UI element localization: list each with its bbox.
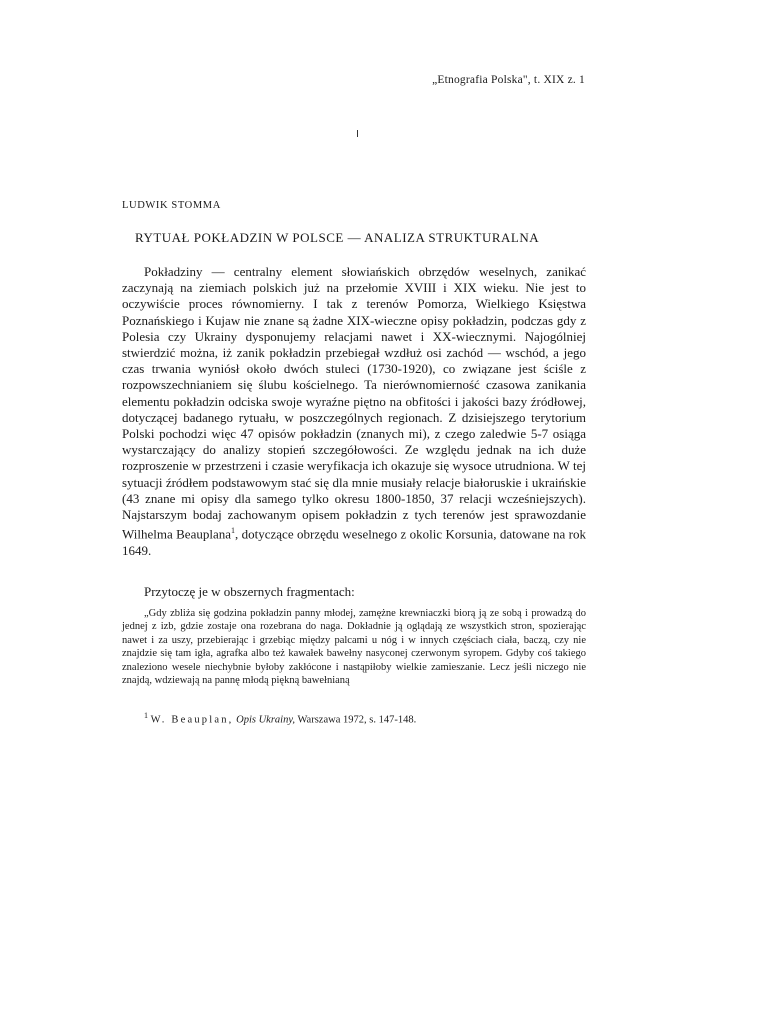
footnote-details: Warszawa 1972, s. 147-148.: [297, 714, 417, 726]
block-quote: [122, 607, 586, 687]
footnote-reference: 1: [231, 526, 235, 536]
paragraph-1: [122, 264, 586, 559]
article-author: LUDWIK STOMMA: [122, 200, 221, 211]
quote-lead-in: Przytoczę je w obszernych fragmentach:: [144, 584, 355, 599]
footnote: [144, 711, 416, 726]
scan-speck: [357, 130, 358, 137]
running-header: „Etnografia Polska", t. XIX z. 1: [432, 74, 585, 86]
paragraph-1-text-continued: , dotyczące obrzędu weselnego z okolic Korsunia, datowane na rok 1649.: [122, 526, 587, 558]
article-body: [122, 264, 586, 559]
paragraph-1-text: Pokładziny — centralny element słowiańskich obrzędów weselnych, zanikać zaczynają na ziemiach polskich już na przełomie XVIII i XIX wieku. Nie jest to oczywiście proces równomierny. I tak z terenów Pomorza, Wielkiego Księstwa Poznańskiego i Kujaw nie znane są żadne XIX-wieczne opisy pokładzin, podczas gdy z Polesia czy Ukrainy dysponujemy relacjami nawet i XX-wiecznymi. Najogólniej stwierdzić można, iż zanik pokładzin przebiegał wzdłuż osi zachód — wschód, a jego czas trwania wyniósł około dwóch stuleci (1730-1920), co związane jest ściśle z rozpowszechnianiem się ślubu kościelnego. Ta nierównomierność czasowa zanikania elementu pokładzin odciska swoje wyraźne piętno na obfitości i jakości bazy źródłowej, dotyczącej badanego rytuału, w poszczególnych regionach. Z dzisiejszego terytorium Polski pochodzi więc 47 opisów pokładzin (znanych mi), z czego zaledwie 5-7 osiąga wystarczający do analizy stopień szczegółowości. Ze względu jednak na ich duże rozproszenie w przestrzeni i czasie weryfikacja ich okazuje się wysoce utrudniona. W tej sytuacji źródłem podstawowym stać się dla mnie musiały relacje białoruskie i ukraińskie (43 znane mi opisy dla samego tylko okresu 1800-1850, 37 relacji wcześniejszych). Najstarszym bodaj zachowanym opisem pokładzin z tych terenów jest sprawozdanie Wilhelma Beauplana: [122, 264, 586, 542]
block-quote-text: „Gdy zbliża się godzina pokładzin panny młodej, zamężne krewniaczki biorą ją ze sobą i prowadzą do jednej z izb, gdzie zostaje ona rozebrana do naga. Dokładnie ją oglądają ze wszystkich stron, spozierając nawet i za uszy, przebierając i grzebiąc między palcami u nóg i w innych częściach ciała, baczą, czy nie znajdzie się tam igła, agrafka albo też kawałek bawełny nasyconej czerwonym syropem. Gdyby coś takiego znaleziono wesele niechybnie byłoby zakłócone i nastąpiłoby wielkie zamieszanie. Lecz jeśli niczego nie znajdą, wdziewają na pannę młodą piękną bawełnianą: [122, 608, 586, 687]
footnote-author: W. Beauplan,: [150, 714, 234, 726]
article-title: RYTUAŁ POKŁADZIN W POLSCE — ANALIZA STRUKTURALNA: [135, 230, 540, 245]
footnote-number: 1: [144, 711, 148, 720]
footnote-work: Opis Ukrainy,: [236, 714, 296, 726]
